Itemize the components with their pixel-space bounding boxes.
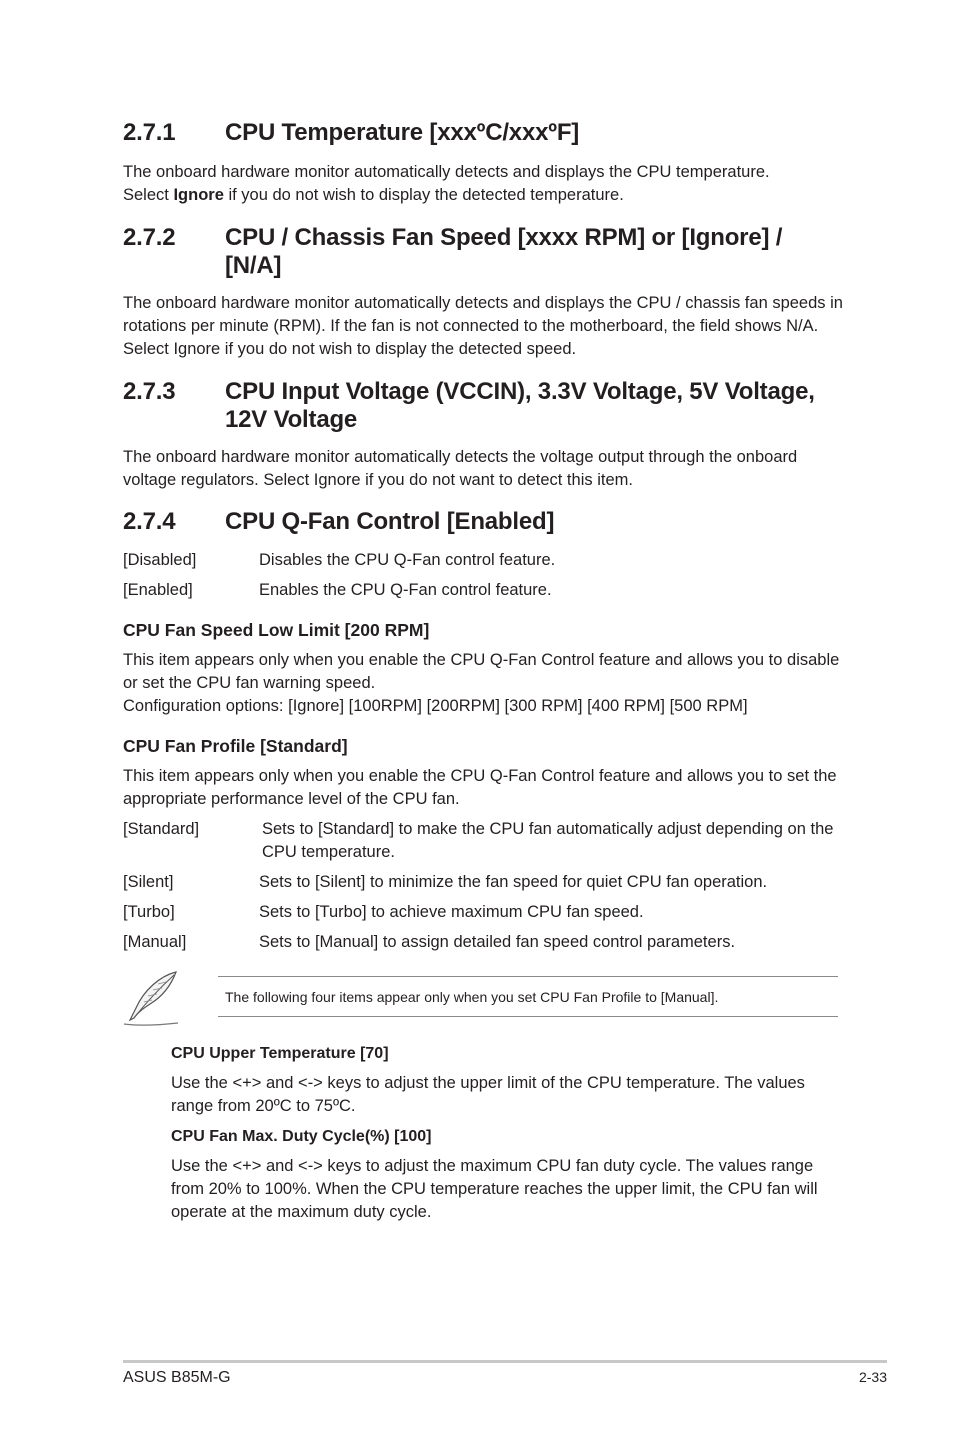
option-row-turbo (123, 901, 843, 924)
footer-model: ASUS B85M-G (123, 1369, 231, 1386)
feather-pen-icon (120, 968, 182, 1028)
low-limit-config: Configuration options: [Ignore] [100RPM] [200RPM] [300 RPM] [400 RPM] [500 RPM] (123, 697, 748, 715)
note-text: The following four items appear only when you set CPU Fan Profile to [Manual]. (225, 989, 719, 1005)
option-desc: Disables the CPU Q-Fan control feature. (259, 551, 556, 569)
section-heading-2-7-1 (123, 119, 843, 147)
option-desc: Sets to [Manual] to assign detailed fan speed control parameters. (259, 933, 736, 951)
section-number: 2.7.1 (123, 119, 176, 146)
option-desc: Sets to [Standard] to make the CPU fan automatically adjust depending on the CPU temperature. (262, 820, 834, 861)
section-heading-2-7-4 (123, 508, 843, 536)
section-number: 2.7.3 (123, 378, 176, 405)
body-line (123, 184, 843, 207)
section-body-2-7-3: The onboard hardware monitor automatically detects the voltage output through the onboard voltage regulators. Select Ignore if you do not want to detect this item. (123, 448, 798, 489)
section-body-2-7-2: The onboard hardware monitor automatically detects and displays the CPU / chassis fan speeds in rotations per minute (RPM). If the fan is not connected to the motherboard, the field shows N/A. Select Ignore if you do not wish to display the detected speed. (123, 294, 843, 358)
ignore-keyword: Ignore (173, 186, 224, 204)
subheading-max-duty-cycle: CPU Fan Max. Duty Cycle(%) [100] (171, 1128, 432, 1145)
subheading-fan-profile: CPU Fan Profile [Standard] (123, 736, 348, 756)
option-desc: Sets to [Turbo] to achieve maximum CPU fan speed. (259, 903, 644, 921)
upper-temperature-body: Use the <+> and <-> keys to adjust the upper limit of the CPU temperature. The values range from 20ºC to 75ºC. (171, 1074, 805, 1115)
option-key: [Turbo] (123, 903, 175, 921)
footer-page-number: 2-33 (858, 1369, 887, 1385)
option-desc: Enables the CPU Q-Fan control feature. (259, 581, 552, 599)
option-key: [Disabled] (123, 551, 197, 569)
body-line: The onboard hardware monitor automatically detects and displays the CPU temperature. (123, 163, 770, 181)
option-row-silent (123, 871, 843, 894)
section-heading-2-7-2 (123, 224, 843, 280)
option-key: [Manual] (123, 933, 187, 951)
section-title: CPU Input Voltage (VCCIN), 3.3V Voltage, 5V Voltage, 12V Voltage (225, 378, 815, 433)
note-top-rule (218, 976, 838, 977)
option-row-manual (123, 931, 843, 954)
option-desc: Sets to [Silent] to minimize the fan speed for quiet CPU fan operation. (259, 873, 768, 891)
option-key: [Enabled] (123, 581, 193, 599)
section-heading-2-7-3 (123, 378, 843, 434)
option-key: [Standard] (123, 820, 200, 838)
subheading-low-limit: CPU Fan Speed Low Limit [200 RPM] (123, 620, 430, 640)
section-body-2-7-1 (123, 161, 843, 207)
max-duty-cycle-body: Use the <+> and <-> keys to adjust the maximum CPU fan duty cycle. The values range from 20% to 100%. When the CPU temperature reaches the upper limit, the CPU fan will operate at the maximum duty cycle. (171, 1157, 818, 1221)
note-bottom-rule (218, 1016, 838, 1017)
section-number: 2.7.2 (123, 224, 176, 251)
option-row-standard (123, 818, 843, 864)
option-row-disabled (123, 549, 843, 572)
section-title: CPU / Chassis Fan Speed [xxxx RPM] or [Ignore] / [N/A] (225, 224, 783, 279)
footer-rule (123, 1360, 887, 1363)
option-row-enabled (123, 579, 843, 602)
body-text: Select (123, 186, 174, 204)
section-title: CPU Q-Fan Control [Enabled] (225, 508, 555, 535)
section-title: CPU Temperature [xxxºC/xxxºF] (225, 119, 580, 146)
body-text: if you do not wish to display the detected temperature. (223, 186, 624, 204)
subheading-upper-temperature: CPU Upper Temperature [70] (171, 1045, 389, 1062)
option-key: [Silent] (123, 873, 174, 891)
fan-profile-body: This item appears only when you enable the CPU Q-Fan Control feature and allows you to set the appropriate performance level of the CPU fan. (123, 767, 837, 808)
section-number: 2.7.4 (123, 508, 176, 535)
low-limit-body: This item appears only when you enable the CPU Q-Fan Control feature and allows you to disable or set the CPU fan warning speed. (123, 651, 840, 692)
